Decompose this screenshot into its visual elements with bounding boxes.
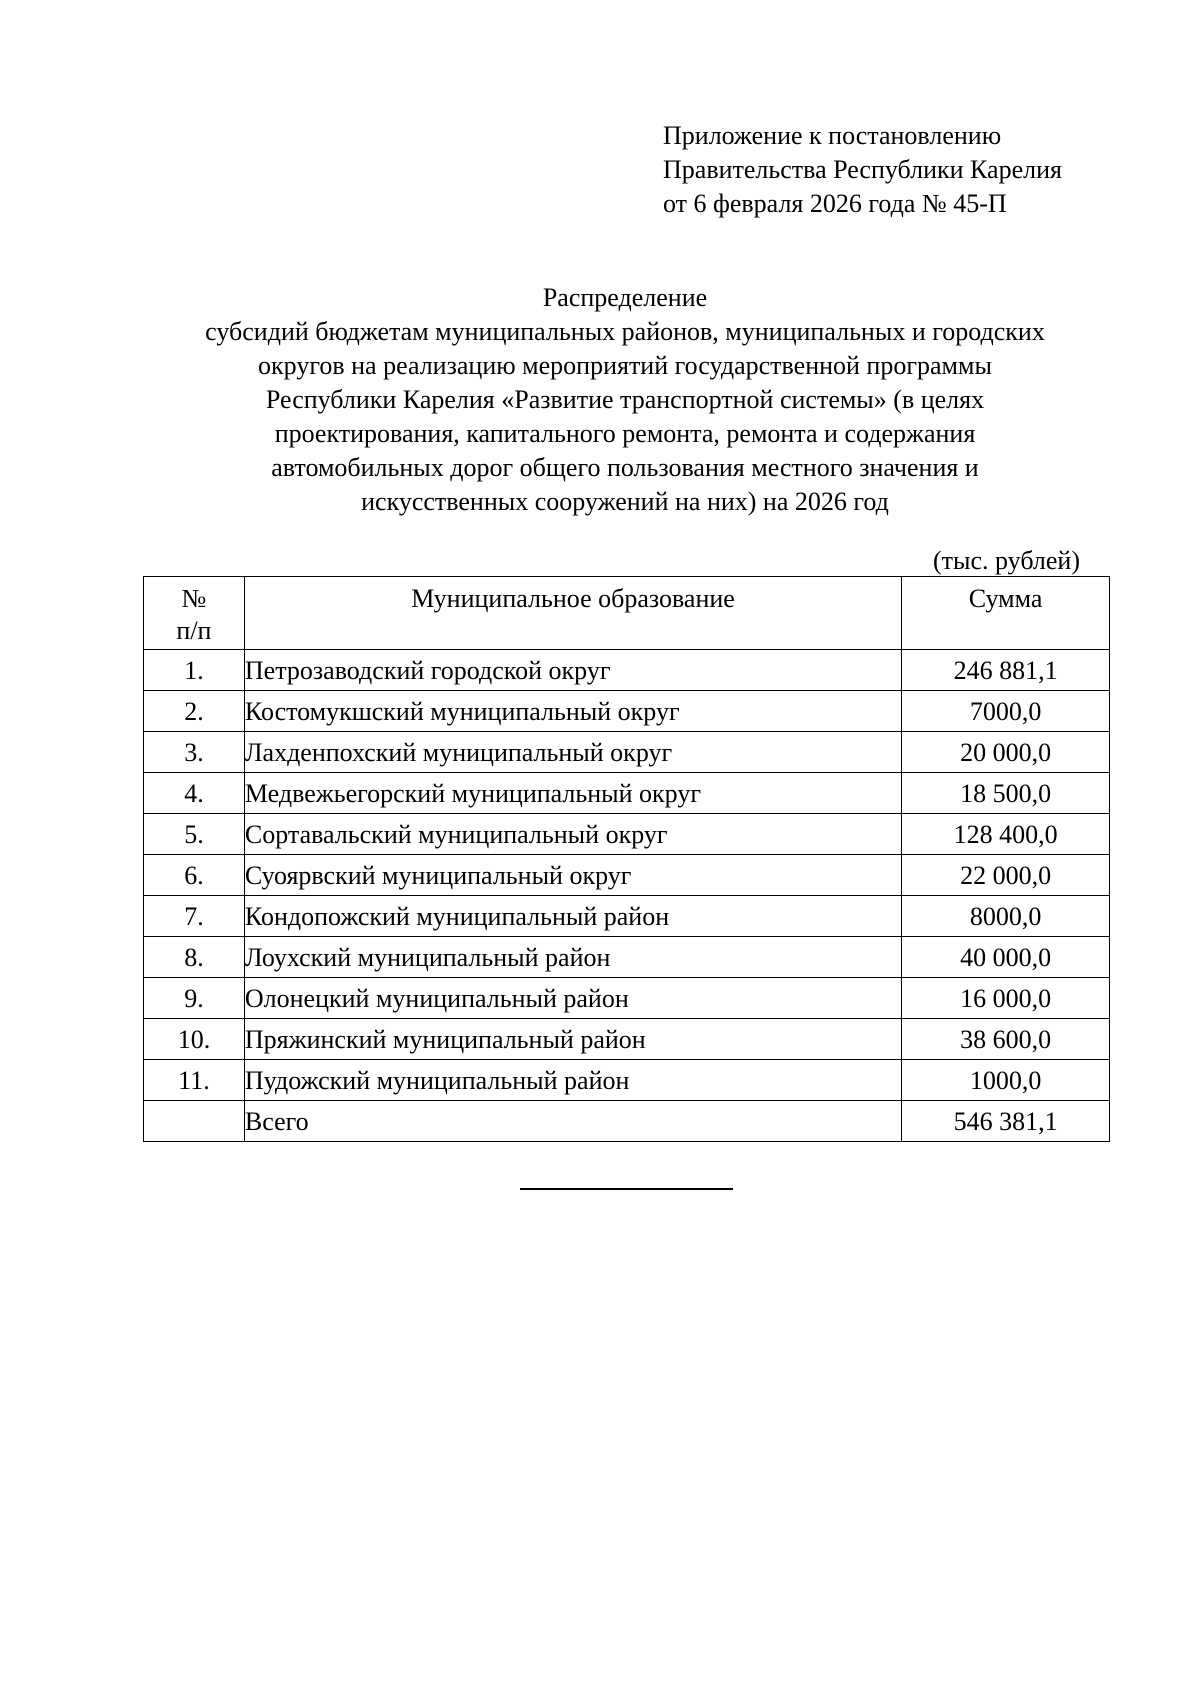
total-label: Всего bbox=[244, 1101, 901, 1142]
closing-divider bbox=[520, 1188, 733, 1190]
appendix-line-1: Приложение к постановлению bbox=[663, 121, 1002, 150]
row-sum: 246 881,1 bbox=[902, 650, 1110, 691]
row-sum: 128 400,0 bbox=[902, 814, 1110, 855]
row-number: 7. bbox=[144, 896, 245, 937]
total-sum: 546 381,1 bbox=[902, 1101, 1110, 1142]
row-municipality: Лоухский муниципальный район bbox=[244, 937, 901, 978]
header-number bbox=[144, 577, 245, 650]
document-title bbox=[140, 281, 1110, 519]
row-number: 3. bbox=[144, 732, 245, 773]
table-total-row bbox=[144, 1101, 1110, 1142]
table-row bbox=[144, 896, 1110, 937]
distribution-table bbox=[143, 576, 1110, 1142]
row-number: 2. bbox=[144, 691, 245, 732]
table-row bbox=[144, 855, 1110, 896]
row-municipality: Олонецкий муниципальный район bbox=[244, 978, 901, 1019]
table-row bbox=[144, 937, 1110, 978]
row-sum: 22 000,0 bbox=[902, 855, 1110, 896]
table-row bbox=[144, 732, 1110, 773]
title-line-1: Распределение bbox=[542, 283, 708, 312]
row-municipality: Пряжинский муниципальный район bbox=[244, 1019, 901, 1060]
title-line-5: проектирования, капитального ремонта, ремонта и содержания bbox=[274, 419, 976, 448]
row-sum: 38 600,0 bbox=[902, 1019, 1110, 1060]
row-municipality: Костомукшский муниципальный округ bbox=[244, 691, 901, 732]
row-municipality: Суоярвский муниципальный округ bbox=[244, 855, 901, 896]
row-number: 1. bbox=[144, 650, 245, 691]
header-municipality: Муниципальное образование bbox=[244, 577, 901, 650]
title-line-3: округов на реализацию мероприятий государственной программы bbox=[258, 351, 992, 380]
row-number: 4. bbox=[144, 773, 245, 814]
appendix-line-2: Правительства Республики Карелия bbox=[663, 155, 1062, 184]
row-sum: 40 000,0 bbox=[902, 937, 1110, 978]
row-number: 9. bbox=[144, 978, 245, 1019]
table-header-row bbox=[144, 577, 1110, 650]
table-row bbox=[144, 650, 1110, 691]
appendix-header bbox=[663, 119, 1062, 221]
table-row bbox=[144, 773, 1110, 814]
table-row bbox=[144, 1019, 1110, 1060]
row-number: 11. bbox=[144, 1060, 245, 1101]
title-line-6: автомобильных дорог общего пользования местного значения и bbox=[271, 453, 979, 482]
row-sum: 16 000,0 bbox=[902, 978, 1110, 1019]
row-municipality: Пудожский муниципальный район bbox=[244, 1060, 901, 1101]
row-sum: 7000,0 bbox=[902, 691, 1110, 732]
row-municipality: Медвежьегорский муниципальный округ bbox=[244, 773, 901, 814]
header-number-line-1: № bbox=[181, 584, 207, 613]
total-number bbox=[144, 1101, 245, 1142]
units-note: (тыс. рублей) bbox=[932, 546, 1080, 575]
row-number: 5. bbox=[144, 814, 245, 855]
row-sum: 18 500,0 bbox=[902, 773, 1110, 814]
row-sum: 8000,0 bbox=[902, 896, 1110, 937]
row-number: 10. bbox=[144, 1019, 245, 1060]
row-municipality: Кондопожский муниципальный район bbox=[244, 896, 901, 937]
row-municipality: Лахденпохский муниципальный округ bbox=[244, 732, 901, 773]
appendix-line-3: от 6 февраля 2026 года № 45-П bbox=[663, 189, 1007, 218]
row-number: 8. bbox=[144, 937, 245, 978]
header-sum: Сумма bbox=[902, 577, 1110, 650]
table-row bbox=[144, 978, 1110, 1019]
title-line-2: субсидий бюджетам муниципальных районов, муниципальных и городских bbox=[205, 317, 1045, 346]
row-sum: 20 000,0 bbox=[902, 732, 1110, 773]
table-row bbox=[144, 691, 1110, 732]
header-number-line-2: п/п bbox=[176, 616, 212, 645]
table-row bbox=[144, 1060, 1110, 1101]
row-municipality: Сортавальский муниципальный округ bbox=[244, 814, 901, 855]
row-sum: 1000,0 bbox=[902, 1060, 1110, 1101]
title-line-7: искусственных сооружений на них) на 2026 год bbox=[361, 487, 889, 516]
title-line-4: Республики Карелия «Развитие транспортной системы» (в целях bbox=[265, 385, 985, 414]
row-municipality: Петрозаводский городской округ bbox=[244, 650, 901, 691]
table-row bbox=[144, 814, 1110, 855]
row-number: 6. bbox=[144, 855, 245, 896]
